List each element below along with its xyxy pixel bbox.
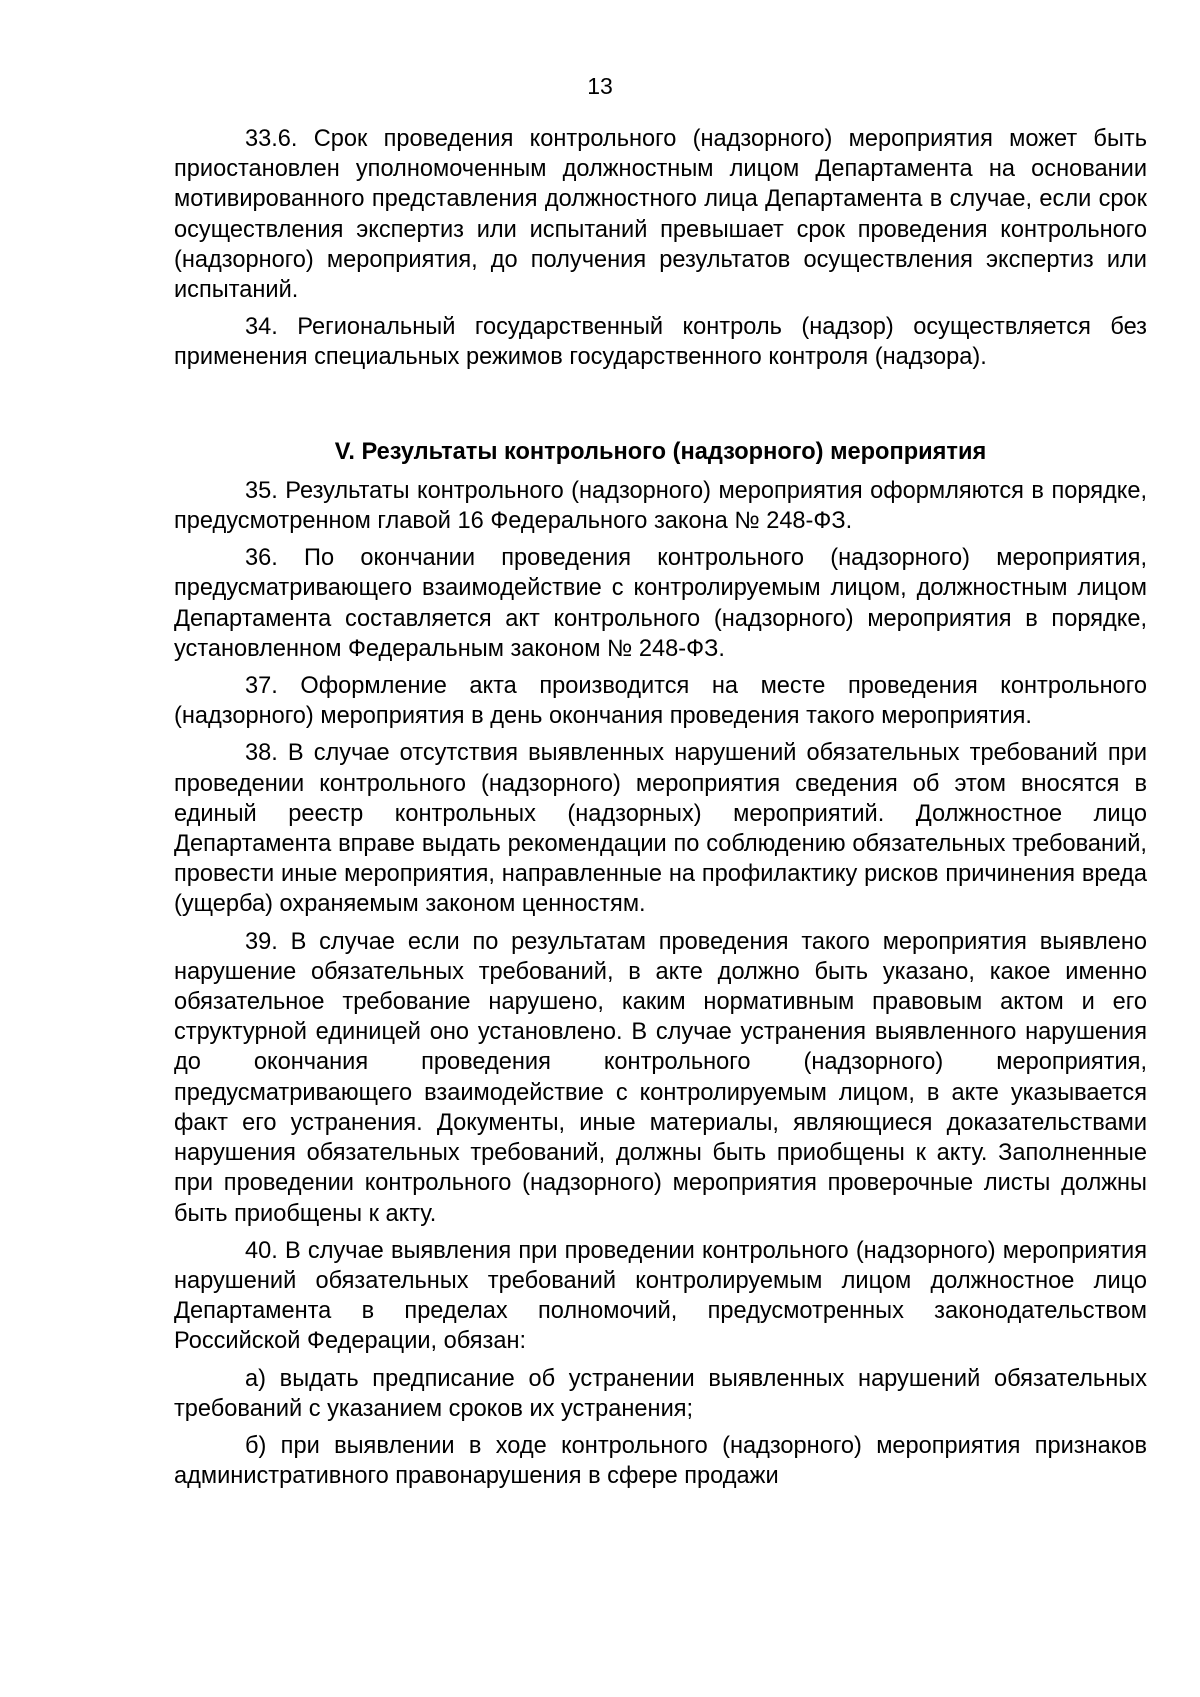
paragraph-40-b: б) при выявлении в ходе контрольного (надзорного) мероприятия признаков административного правонарушения в сфере продажи — [174, 1432, 1147, 1490]
paragraph-40-a: а) выдать предписание об устранении выявленных нарушений обязательных требований с указанием сроков их устранения; — [174, 1365, 1147, 1422]
paragraph-39: 39. В случае если по результатам проведения такого мероприятия выявлено нарушение обязательных требований, в акте должно быть указано, какое именно обязательное требование нарушено, каким нормативным правовым актом и его структурной единицей оно установлено. В случае устранения выявленного нарушения до окончания проведения контрольного (надзорного) мероприятия, предусматривающего взаимодействие с контролируемым лицом, в акте указывается факт его устранения. Документы, иные материалы, являющиеся доказательствами нарушения обязательных требований, должны быть приобщены к акту. Заполненные при проведении контрольного (надзорного) мероприятия проверочные листы должны быть приобщены к акту. — [174, 928, 1147, 1227]
paragraph-40: 40. В случае выявления при проведении контрольного (надзорного) мероприятия нарушений обязательных требований контролируемым лицом должностное лицо Департамента в пределах полномочий, предусмотренных законодательством Российской Федерации, обязан: — [174, 1237, 1147, 1355]
paragraph-37: 37. Оформление акта производится на месте проведения контрольного (надзорного) мероприятия в день окончания проведения такого мероприятия. — [174, 673, 1147, 730]
page-number: 13 — [587, 73, 613, 99]
section-heading: V. Результаты контрольного (надзорного) мероприятия — [334, 438, 987, 465]
paragraph-35: 35. Результаты контрольного (надзорного) мероприятия оформляются в порядке, предусмотренном главой 16 Федерального закона № 248-ФЗ. — [174, 477, 1147, 535]
page-content — [174, 124, 1147, 1498]
paragraph-36: 36. По окончании проведения контрольного (надзорного) мероприятия, предусматривающего взаимодействие с контролируемым лицом, должностным лицом Департамента составляется акт контрольного (надзорного) мероприятия в порядке, установленном Федеральным законом № 248-ФЗ. — [174, 545, 1147, 662]
paragraph-33-6: 33.6. Срок проведения контрольного (надзорного) мероприятия может быть приостановлен уполномоченным должностным лицом Департамента на основании мотивированного представления должностного лица Департамента в случае, если срок осуществления экспертиз или испытаний превышает срок проведения контрольного (надзорного) мероприятия, до получения результатов осуществления экспертиз или испытаний. — [174, 126, 1147, 304]
paragraph-38: 38. В случае отсутствия выявленных нарушений обязательных требований при проведении контрольного (надзорного) мероприятия сведения об этом вносятся в единый реестр контрольных (надзорных) мероприятий. Должностное лицо Департамента вправе выдать рекомендации по соблюдению обязательных требований, провести иные мероприятия, направленные на профилактику рисков причинения вреда (ущерба) охраняемым законом ценностям. — [174, 740, 1147, 918]
paragraph-34: 34. Региональный государственный контроль (надзор) осуществляется без применения специальных режимов государственного контроля (надзора). — [174, 314, 1147, 371]
